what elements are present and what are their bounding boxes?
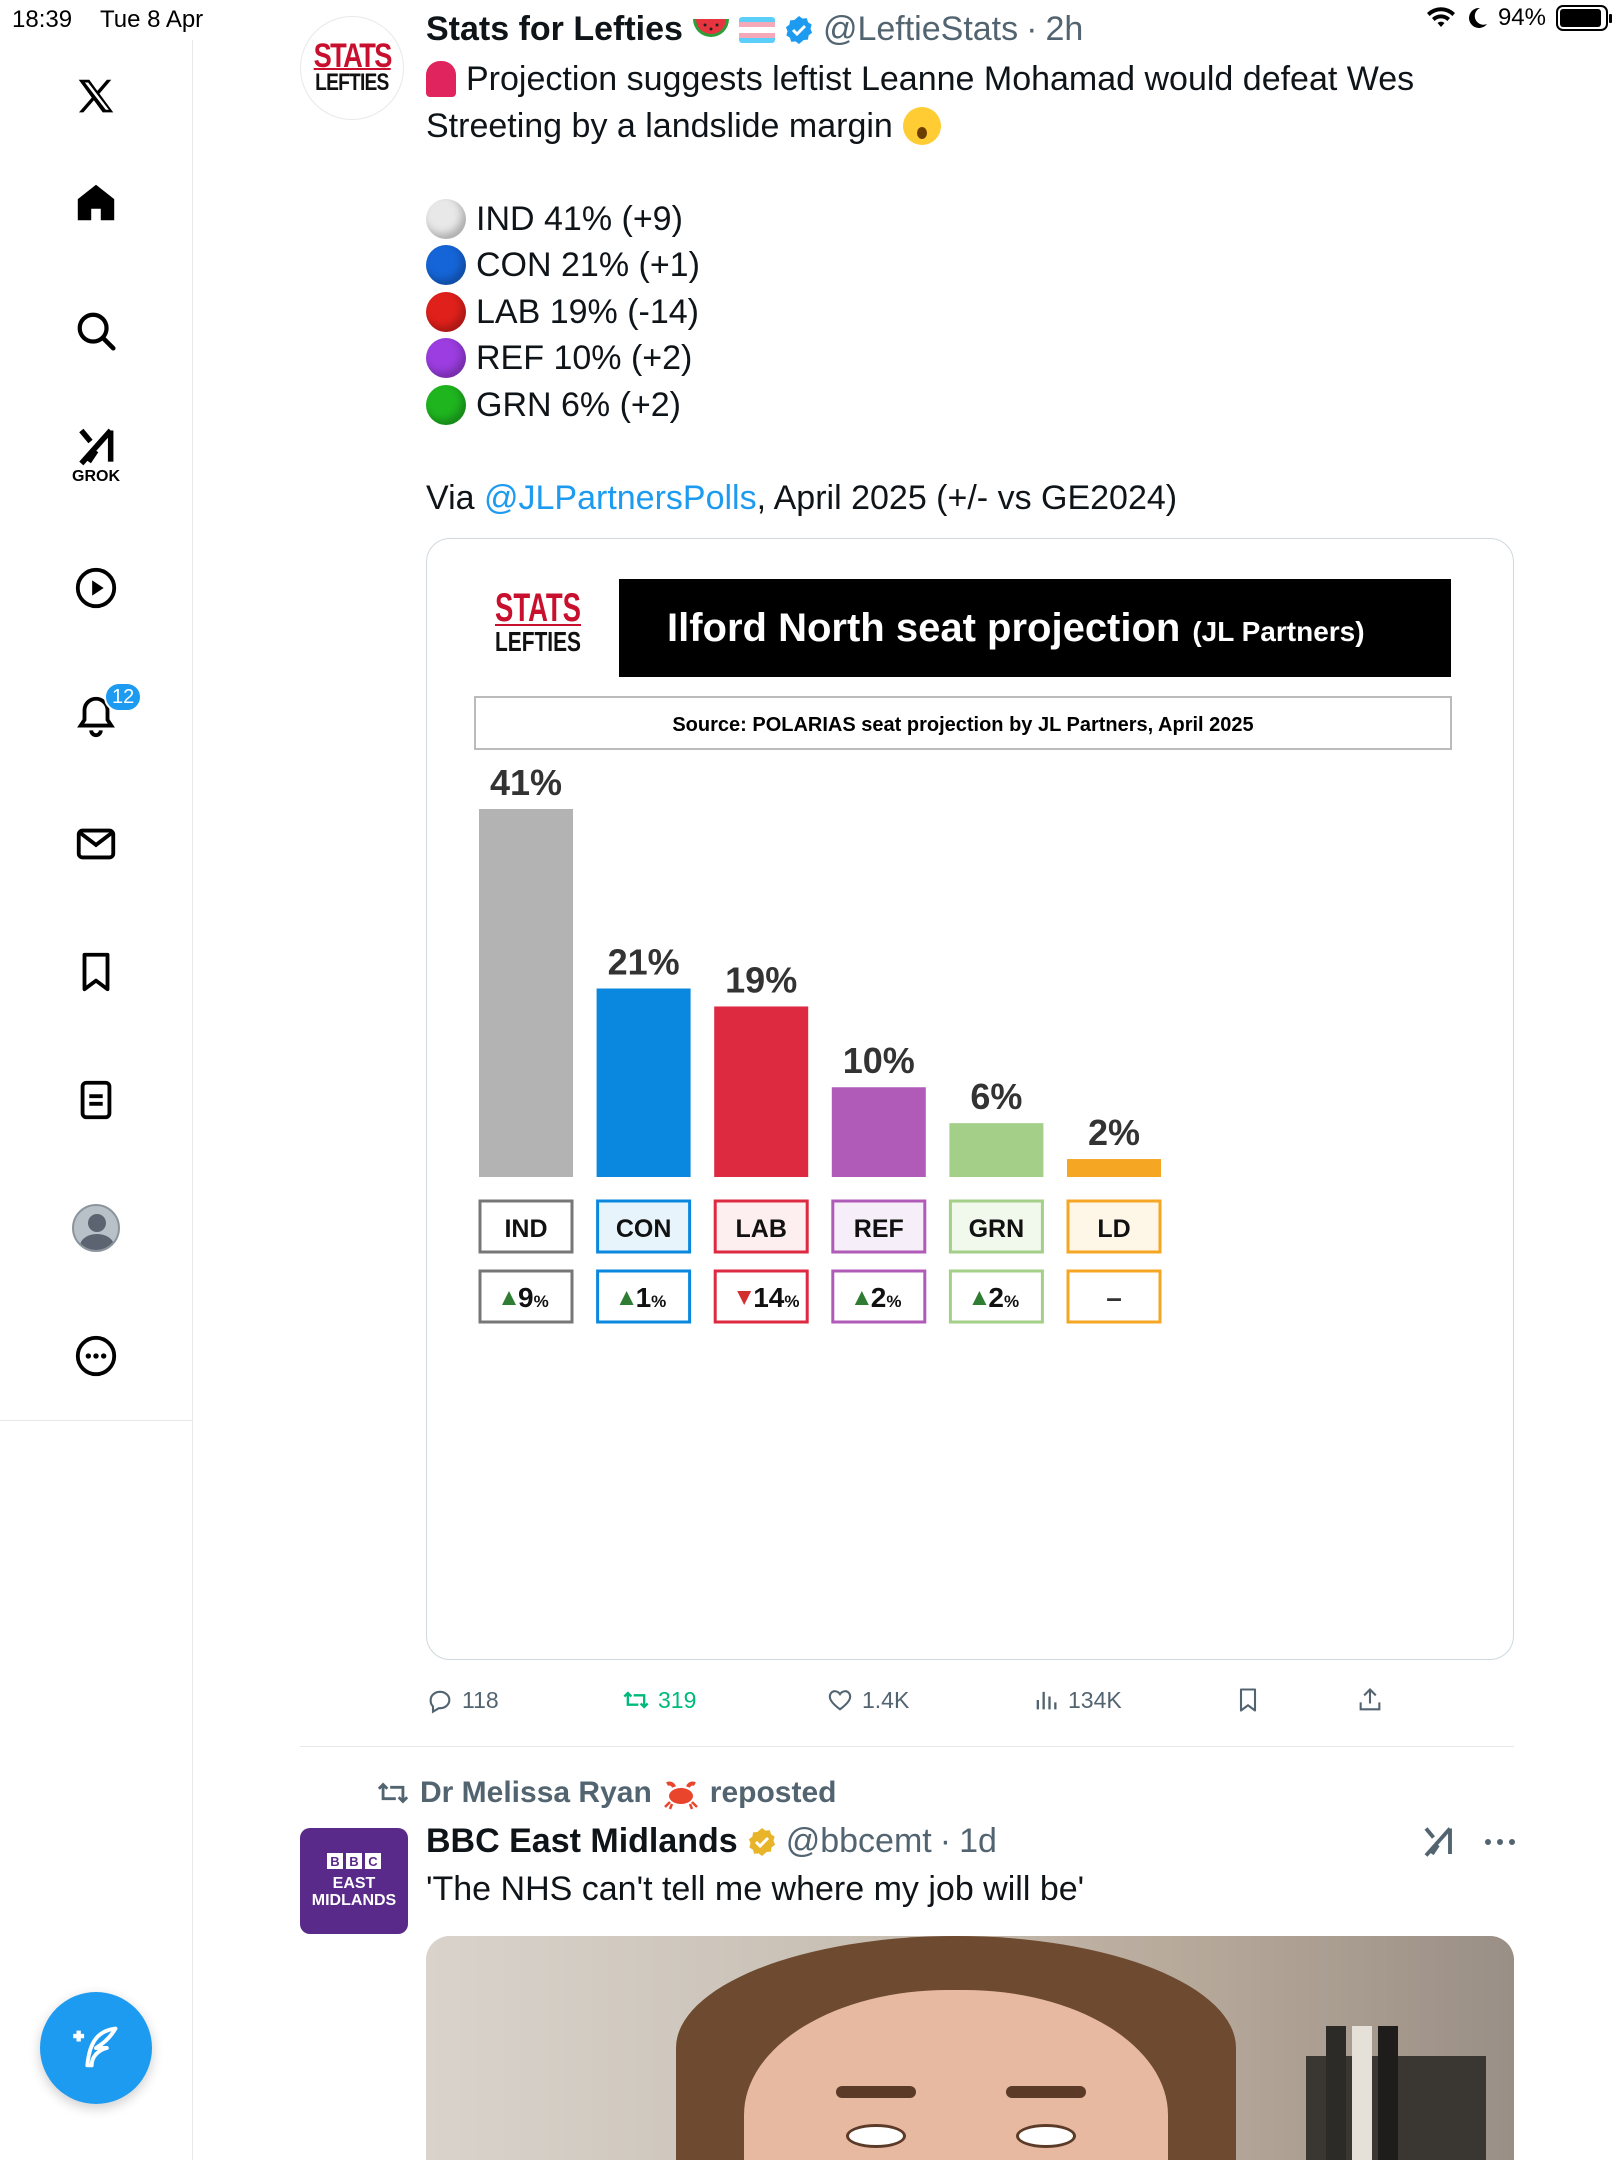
result-text: REF 10% (+2): [476, 339, 693, 377]
change-unit: %: [886, 1292, 902, 1311]
bar-chart: [427, 539, 1514, 1660]
bar-grn: [949, 1123, 1043, 1177]
wifi-icon: [1426, 7, 1456, 29]
result-line: [426, 335, 1526, 382]
avatar-line-1: EAST: [332, 1875, 376, 1892]
like-count: 1.4K: [862, 1686, 910, 1713]
like-button[interactable]: [826, 1680, 909, 1720]
reply-icon: [426, 1686, 454, 1714]
category-label: IND: [504, 1215, 548, 1243]
author-handle[interactable]: @bbcemt: [785, 1822, 932, 1860]
bookmarks-icon[interactable]: [64, 940, 128, 1004]
result-line: [426, 382, 1526, 429]
tweet2-menu: [1420, 1824, 1516, 1860]
photo-book: [1352, 2026, 1372, 2160]
author-name[interactable]: Stats for Lefties: [426, 10, 683, 48]
home-icon[interactable]: [64, 171, 128, 235]
chart-logo: [495, 586, 581, 657]
watermelon-icon: [691, 15, 731, 45]
reply-count: 118: [462, 1686, 499, 1713]
result-text: GRN 6% (+2): [476, 385, 681, 424]
tweet-text: [426, 56, 1526, 521]
verified-badge-icon: [783, 14, 815, 46]
result-text: LAB 19% (-14): [476, 292, 699, 331]
messages-icon[interactable]: [64, 812, 128, 876]
bbc-logo-block: B: [346, 1853, 362, 1869]
bar-value-label: 2%: [1087, 1112, 1141, 1154]
tweet-media-chart[interactable]: [426, 538, 1514, 1660]
search-icon[interactable]: [64, 299, 128, 363]
left-navigation: [0, 40, 193, 2160]
reposted-label: reposted: [709, 1776, 837, 1809]
change-value: –: [1106, 1282, 1122, 1313]
bbc-logo: [327, 1853, 381, 1869]
more-icon[interactable]: [64, 1324, 128, 1388]
grok-icon[interactable]: [1420, 1824, 1456, 1860]
reposted-by[interactable]: Dr Melissa Ryan: [420, 1776, 652, 1809]
bbc-logo-block: B: [327, 1853, 343, 1869]
avatar-logo-bottom: LEFTIES: [315, 69, 389, 96]
status-date: Tue 8 Apr: [100, 6, 204, 33]
chart-title-main: Ilford North seat projection: [667, 606, 1181, 650]
photo-eye: [1016, 2124, 1076, 2148]
photo-eyebrow: [1006, 2086, 1086, 2098]
result-line: [426, 289, 1526, 336]
change-unit: %: [533, 1292, 549, 1311]
change-number: 9: [518, 1282, 534, 1313]
photo-eyebrow: [836, 2086, 916, 2098]
avatar-stats-for-lefties[interactable]: [300, 16, 404, 120]
result-line: [426, 242, 1526, 289]
tweet-time[interactable]: 2h: [1045, 10, 1084, 48]
category-label: LAB: [735, 1215, 787, 1243]
photo-book: [1378, 2026, 1398, 2160]
battery-icon: [1556, 5, 1608, 31]
colored-circle-icon: [426, 245, 466, 285]
tweet-divider: [300, 1746, 1514, 1747]
colored-circle-icon: [426, 292, 466, 332]
bar-value-label: 6%: [970, 1076, 1023, 1118]
verified-gold-badge-icon: [746, 1826, 778, 1858]
category-label: REF: [853, 1215, 904, 1243]
avatar-logo-top: STATS: [313, 37, 391, 75]
via-prefix: Via: [426, 478, 484, 517]
via-suffix: , April 2025 (+/- vs GE2024): [756, 478, 1178, 517]
tweet-action-bar: [426, 1680, 1514, 1720]
bar-value-label: 21%: [607, 941, 680, 983]
more-options-icon[interactable]: [1484, 1837, 1516, 1847]
bar-value-label: 19%: [725, 959, 798, 1001]
tweet-time[interactable]: 1d: [959, 1822, 997, 1860]
bbc-logo-block: C: [365, 1853, 381, 1869]
repost-icon: [376, 1776, 410, 1810]
astonished-emoji-icon: [903, 107, 941, 145]
video-icon[interactable]: [64, 556, 128, 620]
status-time: 18:39: [12, 6, 73, 33]
tweet-header: [426, 10, 1083, 49]
change-number: 14: [753, 1282, 785, 1313]
compose-feather-icon: [70, 2022, 122, 2074]
change-unit: %: [1003, 1292, 1020, 1311]
moon-icon: [1466, 6, 1488, 30]
tweet2-text: 'The NHS can't tell me where my job will be': [426, 1870, 1085, 1908]
chart-title-suffix: (JL Partners): [1192, 616, 1365, 647]
chart-logo-top: STATS: [495, 586, 581, 630]
chart-bars: [479, 762, 1161, 1322]
compose-button[interactable]: [40, 1992, 152, 2104]
bar-ind: [479, 809, 573, 1177]
views-count: 134K: [1068, 1686, 1122, 1713]
result-text: IND 41% (+9): [476, 199, 683, 238]
battery-percent: 94%: [1497, 4, 1546, 31]
photo-book: [1326, 2026, 1346, 2160]
mention-jlpartnerspolls[interactable]: @JLPartnersPolls: [483, 478, 757, 517]
author-handle[interactable]: @LeftieStats: [822, 10, 1019, 48]
category-label: GRN: [968, 1215, 1025, 1243]
avatar-line-2: MIDLANDS: [311, 1892, 397, 1909]
colored-circle-icon: [426, 199, 466, 239]
change-number: 2: [870, 1282, 887, 1313]
bar-con: [597, 989, 691, 1177]
chart-logo-bottom: LEFTIES: [495, 626, 581, 657]
headline-line-1: Projection suggests leftist Leanne Mohamad would defeat Wes: [466, 60, 1415, 98]
change-number: 1: [635, 1282, 652, 1313]
reply-button[interactable]: [426, 1680, 499, 1720]
siren-emoji-icon: [426, 61, 456, 97]
repost-button[interactable]: [622, 1680, 696, 1720]
repost-icon: [622, 1686, 650, 1714]
notifications-icon[interactable]: [64, 684, 135, 748]
change-number: 2: [988, 1282, 1004, 1313]
x-logo-icon[interactable]: [64, 66, 128, 130]
nav-divider: [0, 1420, 193, 1421]
trans-flag-icon: [739, 17, 775, 43]
grok-label: GROK: [72, 468, 120, 485]
profile-avatar[interactable]: [64, 1196, 128, 1260]
bookmark-button[interactable]: [1234, 1680, 1262, 1720]
lists-icon[interactable]: [64, 1068, 128, 1132]
chart-source: Source: POLARIAS seat projection by JL Partners, April 2025: [672, 714, 1254, 736]
views-icon: [1032, 1686, 1060, 1714]
notification-badge: 12: [104, 682, 142, 712]
bar-ld: [1067, 1159, 1161, 1177]
change-unit: %: [651, 1292, 667, 1311]
colored-circle-icon: [426, 385, 466, 425]
repost-count: 319: [658, 1686, 697, 1713]
separator: ·: [1026, 10, 1038, 48]
category-label: LD: [1097, 1215, 1131, 1243]
share-icon: [1356, 1686, 1384, 1714]
bar-value-label: 41%: [489, 762, 563, 803]
bar-lab: [714, 1006, 808, 1177]
photo-eye: [846, 2124, 906, 2148]
bar-value-label: 10%: [842, 1040, 915, 1082]
grok-icon[interactable]: [64, 420, 128, 484]
heart-icon: [826, 1686, 854, 1714]
bar-ref: [832, 1087, 926, 1177]
author-name[interactable]: BBC East Midlands: [426, 1822, 738, 1860]
tweet2-photo[interactable]: [426, 1936, 1514, 2160]
battery-level: [1560, 9, 1601, 27]
result-line: [426, 196, 1526, 243]
share-button[interactable]: [1356, 1680, 1384, 1720]
status-icons: [1426, 4, 1608, 32]
repost-indicator: [376, 1776, 836, 1810]
change-unit: %: [784, 1292, 800, 1311]
avatar-bbc-east-midlands[interactable]: [300, 1828, 408, 1934]
bookmark-icon: [1234, 1686, 1262, 1714]
result-text: CON 21% (+1): [476, 246, 700, 284]
headline-line-2: Streeting by a landslide margin: [426, 106, 893, 145]
tweet2-header: [426, 1822, 997, 1861]
crab-emoji-icon: [662, 1776, 700, 1810]
colored-circle-icon: [426, 338, 466, 378]
avatar: [72, 1204, 120, 1252]
category-label: CON: [615, 1215, 672, 1243]
views-button[interactable]: [1032, 1680, 1122, 1720]
separator: ·: [939, 1822, 952, 1860]
